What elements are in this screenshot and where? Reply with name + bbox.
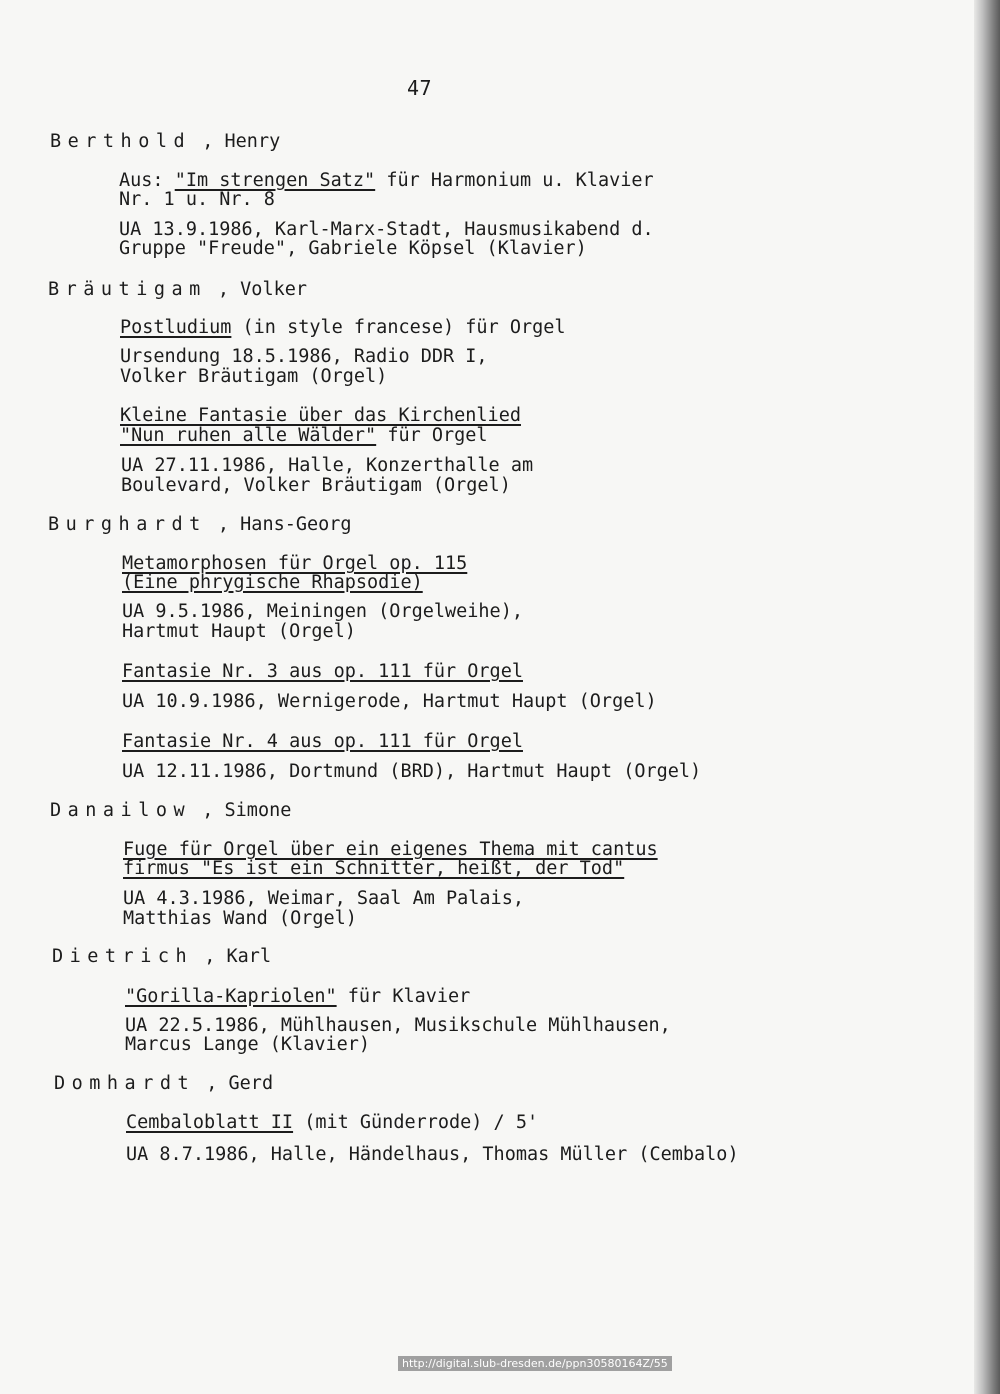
composer-heading: Berthold , Henry [50,131,281,152]
premiere-line [120,347,488,367]
work-line [119,190,275,210]
work-title: Fuge für Orgel über ein eigenes Thema mit cantus [123,839,658,860]
work-line [119,171,654,191]
work-title: "Im strengen Satz" [174,170,376,191]
work-line [123,840,658,860]
line-text: Volker Bräutigam (Orgel) [120,366,388,387]
premiere-line [122,692,657,712]
work-line [120,426,488,446]
line-text: UA 9.5.1986, Meiningen (Orgelweihe), [122,601,523,622]
line-text: Hartmut Haupt (Orgel) [122,621,356,642]
work-line [122,662,523,682]
composer-surname: Burghardt [48,514,207,535]
composer-heading: Domhardt , Gerd [54,1073,274,1094]
line-text: UA 13.9.1986, Karl-Marx-Stadt, Hausmusikabend d. [119,219,654,240]
work-title: firmus "Es ist ein Schnitter, heißt, der Tod" [123,858,625,879]
page-number: 47 [407,76,433,100]
line-text: Nr. 1 u. Nr. 8 [119,189,275,210]
premiere-line [121,476,511,496]
premiere-line [119,220,654,240]
line-text: UA 8.7.1986, Halle, Händelhaus, Thomas Müller (Cembalo) [126,1144,739,1165]
work-line [126,1113,538,1133]
work-line [123,859,624,879]
premiere-line [122,622,356,642]
composer-given-name: Henry [224,131,281,152]
composer-given-name: Karl [226,946,272,967]
line-text: (mit Günderrode) / 5' [293,1112,539,1133]
work-line [120,318,566,338]
work-line [120,406,521,426]
page-edge-shadow [974,0,1000,1394]
composer-given-name: Hans-Georg [240,514,352,535]
line-text: für Orgel [376,425,488,446]
line-text: (in style francese) für Orgel [231,317,566,338]
work-line [125,987,470,1007]
work-title: Postludium [120,317,232,338]
premiere-line [121,456,533,476]
premiere-line [122,762,701,782]
composer-heading: Bräutigam , Volker [48,279,307,300]
line-text: UA 10.9.1986, Wernigerode, Hartmut Haupt (Orgel) [122,691,657,712]
work-line [122,573,423,593]
premiere-line [125,1016,671,1036]
composer-surname: Dietrich [52,946,194,967]
line-text: Ursendung 18.5.1986, Radio DDR I, [120,346,488,367]
composer-heading: Dietrich , Karl [52,946,272,967]
composer-given-name: Volker [240,279,307,300]
line-text: Gruppe "Freude", Gabriele Köpsel (Klavier) [119,238,587,259]
line-text: UA 27.11.1986, Halle, Konzerthalle am [121,455,534,476]
composer-surname: Bräutigam [48,279,207,300]
work-title: Metamorphosen für Orgel op. 115 [122,553,468,574]
work-line [122,732,523,752]
premiere-line [123,889,524,909]
line-text: für Harmonium u. Klavier [375,170,654,191]
work-title: Cembaloblatt II [126,1112,294,1133]
work-title: "Nun ruhen alle Wälder" [120,425,377,446]
premiere-line [122,602,523,622]
line-text: für Klavier [336,986,471,1007]
premiere-line [119,239,587,259]
composer-heading: Danailow , Simone [50,800,292,821]
work-title: Kleine Fantasie über das Kirchenlied [120,405,521,426]
line-text: Matthias Wand (Orgel) [123,908,357,929]
line-text: Boulevard, Volker Bräutigam (Orgel) [121,475,511,496]
premiere-line [126,1145,739,1165]
composer-surname: Danailow [50,800,192,821]
line-text: UA 4.3.1986, Weimar, Saal Am Palais, [123,888,524,909]
composer-surname: Domhardt [54,1073,196,1094]
source-url: http://digital.slub-dresden.de/ppn30580164Z/55 [398,1356,672,1371]
work-title: (Eine phrygische Rhapsodie) [122,572,423,593]
line-text: UA 12.11.1986, Dortmund (BRD), Hartmut Haupt (Orgel) [122,761,702,782]
work-line [122,554,467,574]
premiere-line [123,909,357,929]
composer-surname: Berthold [50,131,192,152]
line-text: Marcus Lange (Klavier) [125,1034,371,1055]
premiere-line [125,1035,370,1055]
work-title: Fantasie Nr. 4 aus op. 111 für Orgel [122,731,523,752]
line-text: UA 22.5.1986, Mühlhausen, Musikschule Mühlhausen, [125,1015,671,1036]
composer-heading: Burghardt , Hans-Georg [48,514,352,535]
composer-given-name: Gerd [228,1073,274,1094]
composer-given-name: Simone [224,800,292,821]
work-title: "Gorilla-Kapriolen" [125,986,337,1007]
premiere-line [120,367,387,387]
line-text: Aus: [119,170,175,191]
work-title: Fantasie Nr. 3 aus op. 111 für Orgel [122,661,523,682]
